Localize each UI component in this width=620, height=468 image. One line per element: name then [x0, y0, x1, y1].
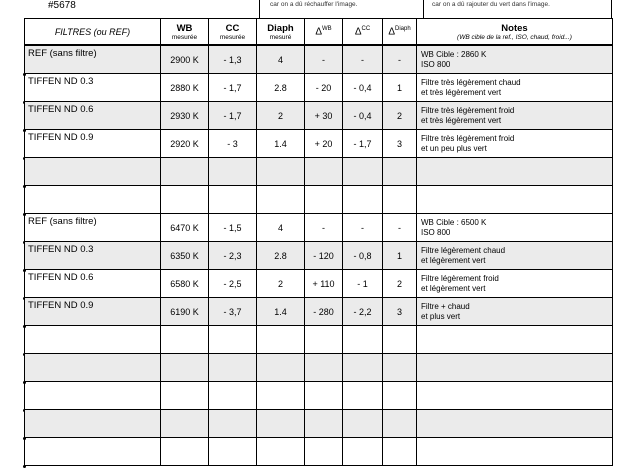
- delta-cc-value: -: [361, 222, 364, 233]
- filter-name-cell: [25, 298, 161, 326]
- cc-cell: [209, 214, 257, 242]
- delta-wb-cell: [305, 74, 343, 102]
- delta-cc-cell: [343, 214, 383, 242]
- filter-name-cell: [25, 45, 161, 74]
- filter-measurements-table: [24, 18, 613, 466]
- header-wb-sub: mesurée: [171, 33, 198, 41]
- table-row: [25, 298, 613, 326]
- diaph-value: 1.4: [274, 306, 287, 317]
- wb-cell: [161, 382, 209, 410]
- diaph-cell: [257, 410, 305, 438]
- header-wb: [161, 19, 209, 46]
- delta-cc-cell: [343, 102, 383, 130]
- delta-cc-cell: [343, 326, 383, 354]
- diaph-cell: [257, 74, 305, 102]
- notes-cell: [417, 382, 613, 410]
- diaph-cell: [257, 102, 305, 130]
- cc-cell: [209, 74, 257, 102]
- diaph-value: 1.4: [274, 138, 287, 149]
- wb-value: 6190 K: [170, 306, 199, 317]
- cc-cell: [209, 354, 257, 382]
- note-line-2: et très légèrement vert: [421, 115, 502, 125]
- diaph-cell: [257, 298, 305, 326]
- delta-diaph-value: 3: [396, 306, 402, 317]
- wb-cell: [161, 186, 209, 214]
- delta-diaph-label: Diaph: [395, 25, 411, 32]
- delta-cc-cell: [343, 242, 383, 270]
- wb-cell: [161, 298, 209, 326]
- delta-wb-value: + 110: [312, 278, 335, 289]
- header-notes-sub: (WB cible de la ref., ISO, chaud, froid...): [457, 33, 572, 41]
- delta-cc-cell: [343, 45, 383, 74]
- top-divider: [259, 0, 260, 18]
- wb-value: 6580 K: [170, 278, 199, 289]
- delta-wb-cell: [305, 130, 343, 158]
- cc-cell: [209, 130, 257, 158]
- delta-wb-value: -: [322, 222, 325, 233]
- delta-wb-value: -: [322, 54, 325, 65]
- wb-cell: [161, 410, 209, 438]
- diaph-value: 2: [277, 110, 283, 121]
- note-line-2: et légèrement vert: [421, 283, 486, 293]
- diaph-cell: [257, 186, 305, 214]
- table-row: [25, 186, 613, 214]
- filter-name: TIFFEN ND 0.9: [28, 300, 94, 311]
- note-line-1: Filtre légèrement froid: [421, 274, 499, 283]
- table-row: [25, 214, 613, 242]
- filter-name-cell: [25, 214, 161, 242]
- delta-cc-cell: [343, 354, 383, 382]
- filter-name: TIFFEN ND 0.3: [28, 76, 94, 87]
- delta-diaph-cell: [383, 74, 417, 102]
- cc-value: - 1,5: [223, 222, 242, 233]
- wb-cell: [161, 242, 209, 270]
- delta-cc-value: -: [361, 54, 364, 65]
- delta-cc-cell: [343, 270, 383, 298]
- delta-diaph-cell: [383, 326, 417, 354]
- filter-name-cell: [25, 186, 161, 214]
- diaph-cell: [257, 130, 305, 158]
- top-divider: [423, 0, 424, 18]
- delta-diaph-cell: [383, 214, 417, 242]
- cc-value: - 2,5: [223, 278, 242, 289]
- cc-cell: [209, 382, 257, 410]
- delta-diaph-value: 2: [396, 278, 402, 289]
- delta-diaph-cell: [383, 410, 417, 438]
- notes-cell: [417, 102, 613, 130]
- delta-wb-cell: [305, 158, 343, 186]
- cc-cell: [209, 326, 257, 354]
- header-diaph: [257, 19, 305, 46]
- filter-name: TIFFEN ND 0.6: [28, 104, 94, 115]
- filter-name-cell: [25, 158, 161, 186]
- note-line-1: Filtre très légèrement froid: [421, 134, 515, 143]
- diaph-value: 2.8: [274, 82, 287, 93]
- wb-cell: [161, 438, 209, 466]
- note-line-2: et très légèrement vert: [421, 87, 502, 97]
- note-line-2: ISO 800: [421, 227, 451, 237]
- wb-cell: [161, 45, 209, 74]
- header-delta-wb: [305, 19, 343, 46]
- table-row: [25, 242, 613, 270]
- wb-cell: [161, 270, 209, 298]
- top-note-2: car on a dû rajouter du vert dans l'image.: [432, 1, 550, 8]
- delta-wb-value: + 30: [314, 110, 333, 121]
- notes-cell: [417, 298, 613, 326]
- delta-wb-value: - 280: [313, 306, 334, 317]
- delta-cc-value: - 0,4: [353, 82, 372, 93]
- table-row: [25, 326, 613, 354]
- delta-diaph-cell: [383, 130, 417, 158]
- header-filtres: FILTRES (ou REF): [25, 19, 161, 46]
- header-diaph-label: Diaph: [267, 22, 294, 34]
- table-row: [25, 354, 613, 382]
- header-delta-diaph: [383, 19, 417, 46]
- note-line-1: Filtre légèrement chaud: [421, 246, 506, 255]
- wb-value: 6350 K: [170, 250, 199, 261]
- cc-value: - 2,3: [223, 250, 242, 261]
- delta-wb-cell: [305, 298, 343, 326]
- notes-cell: [417, 438, 613, 466]
- delta-cc-cell: [343, 186, 383, 214]
- delta-diaph-cell: [383, 158, 417, 186]
- diaph-cell: [257, 45, 305, 74]
- diaph-cell: [257, 270, 305, 298]
- diaph-cell: [257, 382, 305, 410]
- note-line-2: et plus vert: [421, 311, 461, 321]
- cc-cell: [209, 186, 257, 214]
- table-row: [25, 270, 613, 298]
- note-line-1: Filtre + chaud: [421, 302, 470, 311]
- header-cc: [209, 19, 257, 46]
- delta-cc-value: - 1,7: [353, 138, 372, 149]
- header-notes-label: Notes: [501, 22, 528, 34]
- top-note-1: car on a dû réchauffer l'image.: [270, 1, 358, 8]
- wb-cell: [161, 214, 209, 242]
- note-line-1: Filtre très légèrement froid: [421, 106, 515, 115]
- table-row: [25, 410, 613, 438]
- delta-diaph-cell: [383, 270, 417, 298]
- delta-diaph-cell: [383, 186, 417, 214]
- header-cc-label: CC: [225, 22, 240, 34]
- cc-value: - 1,3: [223, 54, 242, 65]
- delta-wb-cell: [305, 326, 343, 354]
- delta-cc-cell: [343, 130, 383, 158]
- delta-wb-label: WB: [322, 25, 332, 32]
- notes-cell: [417, 270, 613, 298]
- diaph-value: 2: [277, 278, 283, 289]
- notes-cell: [417, 354, 613, 382]
- sheet-code: #5678: [48, 0, 76, 11]
- cc-cell: [209, 102, 257, 130]
- top-strip: [0, 0, 620, 18]
- delta-wb-value: + 20: [314, 138, 333, 149]
- delta-cc-cell: [343, 298, 383, 326]
- wb-cell: [161, 130, 209, 158]
- filter-name-cell: [25, 326, 161, 354]
- filter-name: REF (sans filtre): [28, 216, 97, 227]
- filter-name-cell: [25, 270, 161, 298]
- table-row: [25, 74, 613, 102]
- notes-cell: [417, 326, 613, 354]
- delta-cc-value: - 1: [357, 278, 368, 289]
- diaph-cell: [257, 214, 305, 242]
- cc-value: - 3,7: [223, 306, 242, 317]
- header-row: [25, 19, 613, 46]
- delta-wb-cell: [305, 102, 343, 130]
- wb-cell: [161, 74, 209, 102]
- delta-wb-cell: [305, 45, 343, 74]
- delta-cc-cell: [343, 438, 383, 466]
- diaph-value: 4: [277, 54, 283, 65]
- diaph-cell: [257, 326, 305, 354]
- delta-diaph-cell: [383, 382, 417, 410]
- delta-diaph-value: 1: [396, 250, 402, 261]
- diaph-cell: [257, 438, 305, 466]
- filter-name-cell: [25, 382, 161, 410]
- wb-cell: [161, 354, 209, 382]
- note-line-1: Filtre très légèrement chaud: [421, 78, 521, 87]
- cc-value: - 3: [227, 138, 238, 149]
- delta-wb-cell: [305, 186, 343, 214]
- delta-wb-value: - 20: [315, 82, 332, 93]
- table-row: [25, 438, 613, 466]
- filter-name-cell: [25, 410, 161, 438]
- delta-diaph-cell: [383, 438, 417, 466]
- filter-name: TIFFEN ND 0.9: [28, 132, 94, 143]
- note-line-2: et un peu plus vert: [421, 143, 487, 153]
- notes-cell: [417, 74, 613, 102]
- delta-diaph-cell: [383, 45, 417, 74]
- top-divider: [611, 0, 612, 18]
- delta-diaph-cell: [383, 242, 417, 270]
- delta-diaph-cell: [383, 298, 417, 326]
- filter-name-cell: [25, 354, 161, 382]
- diaph-cell: [257, 242, 305, 270]
- cc-value: - 1,7: [223, 82, 242, 93]
- delta-cc-cell: [343, 74, 383, 102]
- cc-cell: [209, 242, 257, 270]
- delta-cc-value: - 0,8: [353, 250, 372, 261]
- table-row: [25, 102, 613, 130]
- delta-wb-cell: [305, 214, 343, 242]
- delta-diaph-value: 1: [396, 82, 402, 93]
- cc-cell: [209, 438, 257, 466]
- filter-name: REF (sans filtre): [28, 48, 97, 59]
- header-cc-sub: mesurée: [219, 33, 246, 41]
- note-line-1: WB Cible : 6500 K: [421, 218, 487, 227]
- notes-cell: [417, 130, 613, 158]
- delta-diaph-value: -: [398, 222, 401, 233]
- delta-cc-cell: [343, 382, 383, 410]
- delta-diaph-value: 3: [396, 138, 402, 149]
- header-delta-cc: [343, 19, 383, 46]
- delta-wb-value: - 120: [313, 250, 334, 261]
- delta-wb-cell: [305, 382, 343, 410]
- notes-cell: [417, 45, 613, 74]
- wb-value: 2900 K: [170, 54, 199, 65]
- delta-cc-cell: [343, 158, 383, 186]
- diaph-value: 4: [277, 222, 283, 233]
- note-line-2: et légèrement vert: [421, 255, 486, 265]
- delta-cc-value: - 0,4: [353, 110, 372, 121]
- delta-diaph-value: 2: [396, 110, 402, 121]
- notes-cell: [417, 158, 613, 186]
- filter-name-cell: [25, 242, 161, 270]
- cc-cell: [209, 410, 257, 438]
- delta-cc-cell: [343, 410, 383, 438]
- cc-cell: [209, 158, 257, 186]
- notes-cell: [417, 214, 613, 242]
- delta-cc-value: - 2,2: [353, 306, 372, 317]
- delta-wb-cell: [305, 242, 343, 270]
- cc-value: - 1,7: [223, 110, 242, 121]
- table-row: [25, 45, 613, 74]
- delta-wb-cell: [305, 410, 343, 438]
- cc-cell: [209, 45, 257, 74]
- header-wb-label: WB: [176, 22, 193, 34]
- delta-diaph-cell: [383, 102, 417, 130]
- note-line-2: ISO 800: [421, 59, 451, 69]
- notes-cell: [417, 186, 613, 214]
- diaph-value: 2.8: [274, 250, 287, 261]
- filter-name-cell: [25, 438, 161, 466]
- delta-cc-label: CC: [361, 25, 371, 32]
- diaph-cell: [257, 158, 305, 186]
- filter-name-cell: [25, 74, 161, 102]
- delta-wb-cell: [305, 270, 343, 298]
- header-notes: [417, 19, 613, 46]
- wb-cell: [161, 326, 209, 354]
- table-row: [25, 158, 613, 186]
- delta-diaph-value: -: [398, 54, 401, 65]
- wb-cell: [161, 158, 209, 186]
- delta-symbol: Δ: [354, 26, 362, 38]
- filter-name: TIFFEN ND 0.3: [28, 244, 94, 255]
- wb-cell: [161, 102, 209, 130]
- delta-wb-cell: [305, 354, 343, 382]
- wb-value: 2880 K: [170, 82, 199, 93]
- table-row: [25, 130, 613, 158]
- delta-wb-cell: [305, 438, 343, 466]
- wb-value: 2920 K: [170, 138, 199, 149]
- table-row: [25, 382, 613, 410]
- header-diaph-sub: mesuré: [269, 33, 292, 41]
- note-line-1: WB Cible : 2860 K: [421, 50, 487, 59]
- delta-diaph-cell: [383, 354, 417, 382]
- notes-cell: [417, 410, 613, 438]
- filter-name-cell: [25, 102, 161, 130]
- cc-cell: [209, 270, 257, 298]
- wb-value: 6470 K: [170, 222, 199, 233]
- filter-name-cell: [25, 130, 161, 158]
- delta-symbol: Δ: [315, 26, 322, 38]
- notes-cell: [417, 242, 613, 270]
- wb-value: 2930 K: [170, 110, 199, 121]
- filter-name: TIFFEN ND 0.6: [28, 272, 94, 283]
- delta-symbol: Δ: [388, 26, 395, 38]
- diaph-cell: [257, 354, 305, 382]
- cc-cell: [209, 298, 257, 326]
